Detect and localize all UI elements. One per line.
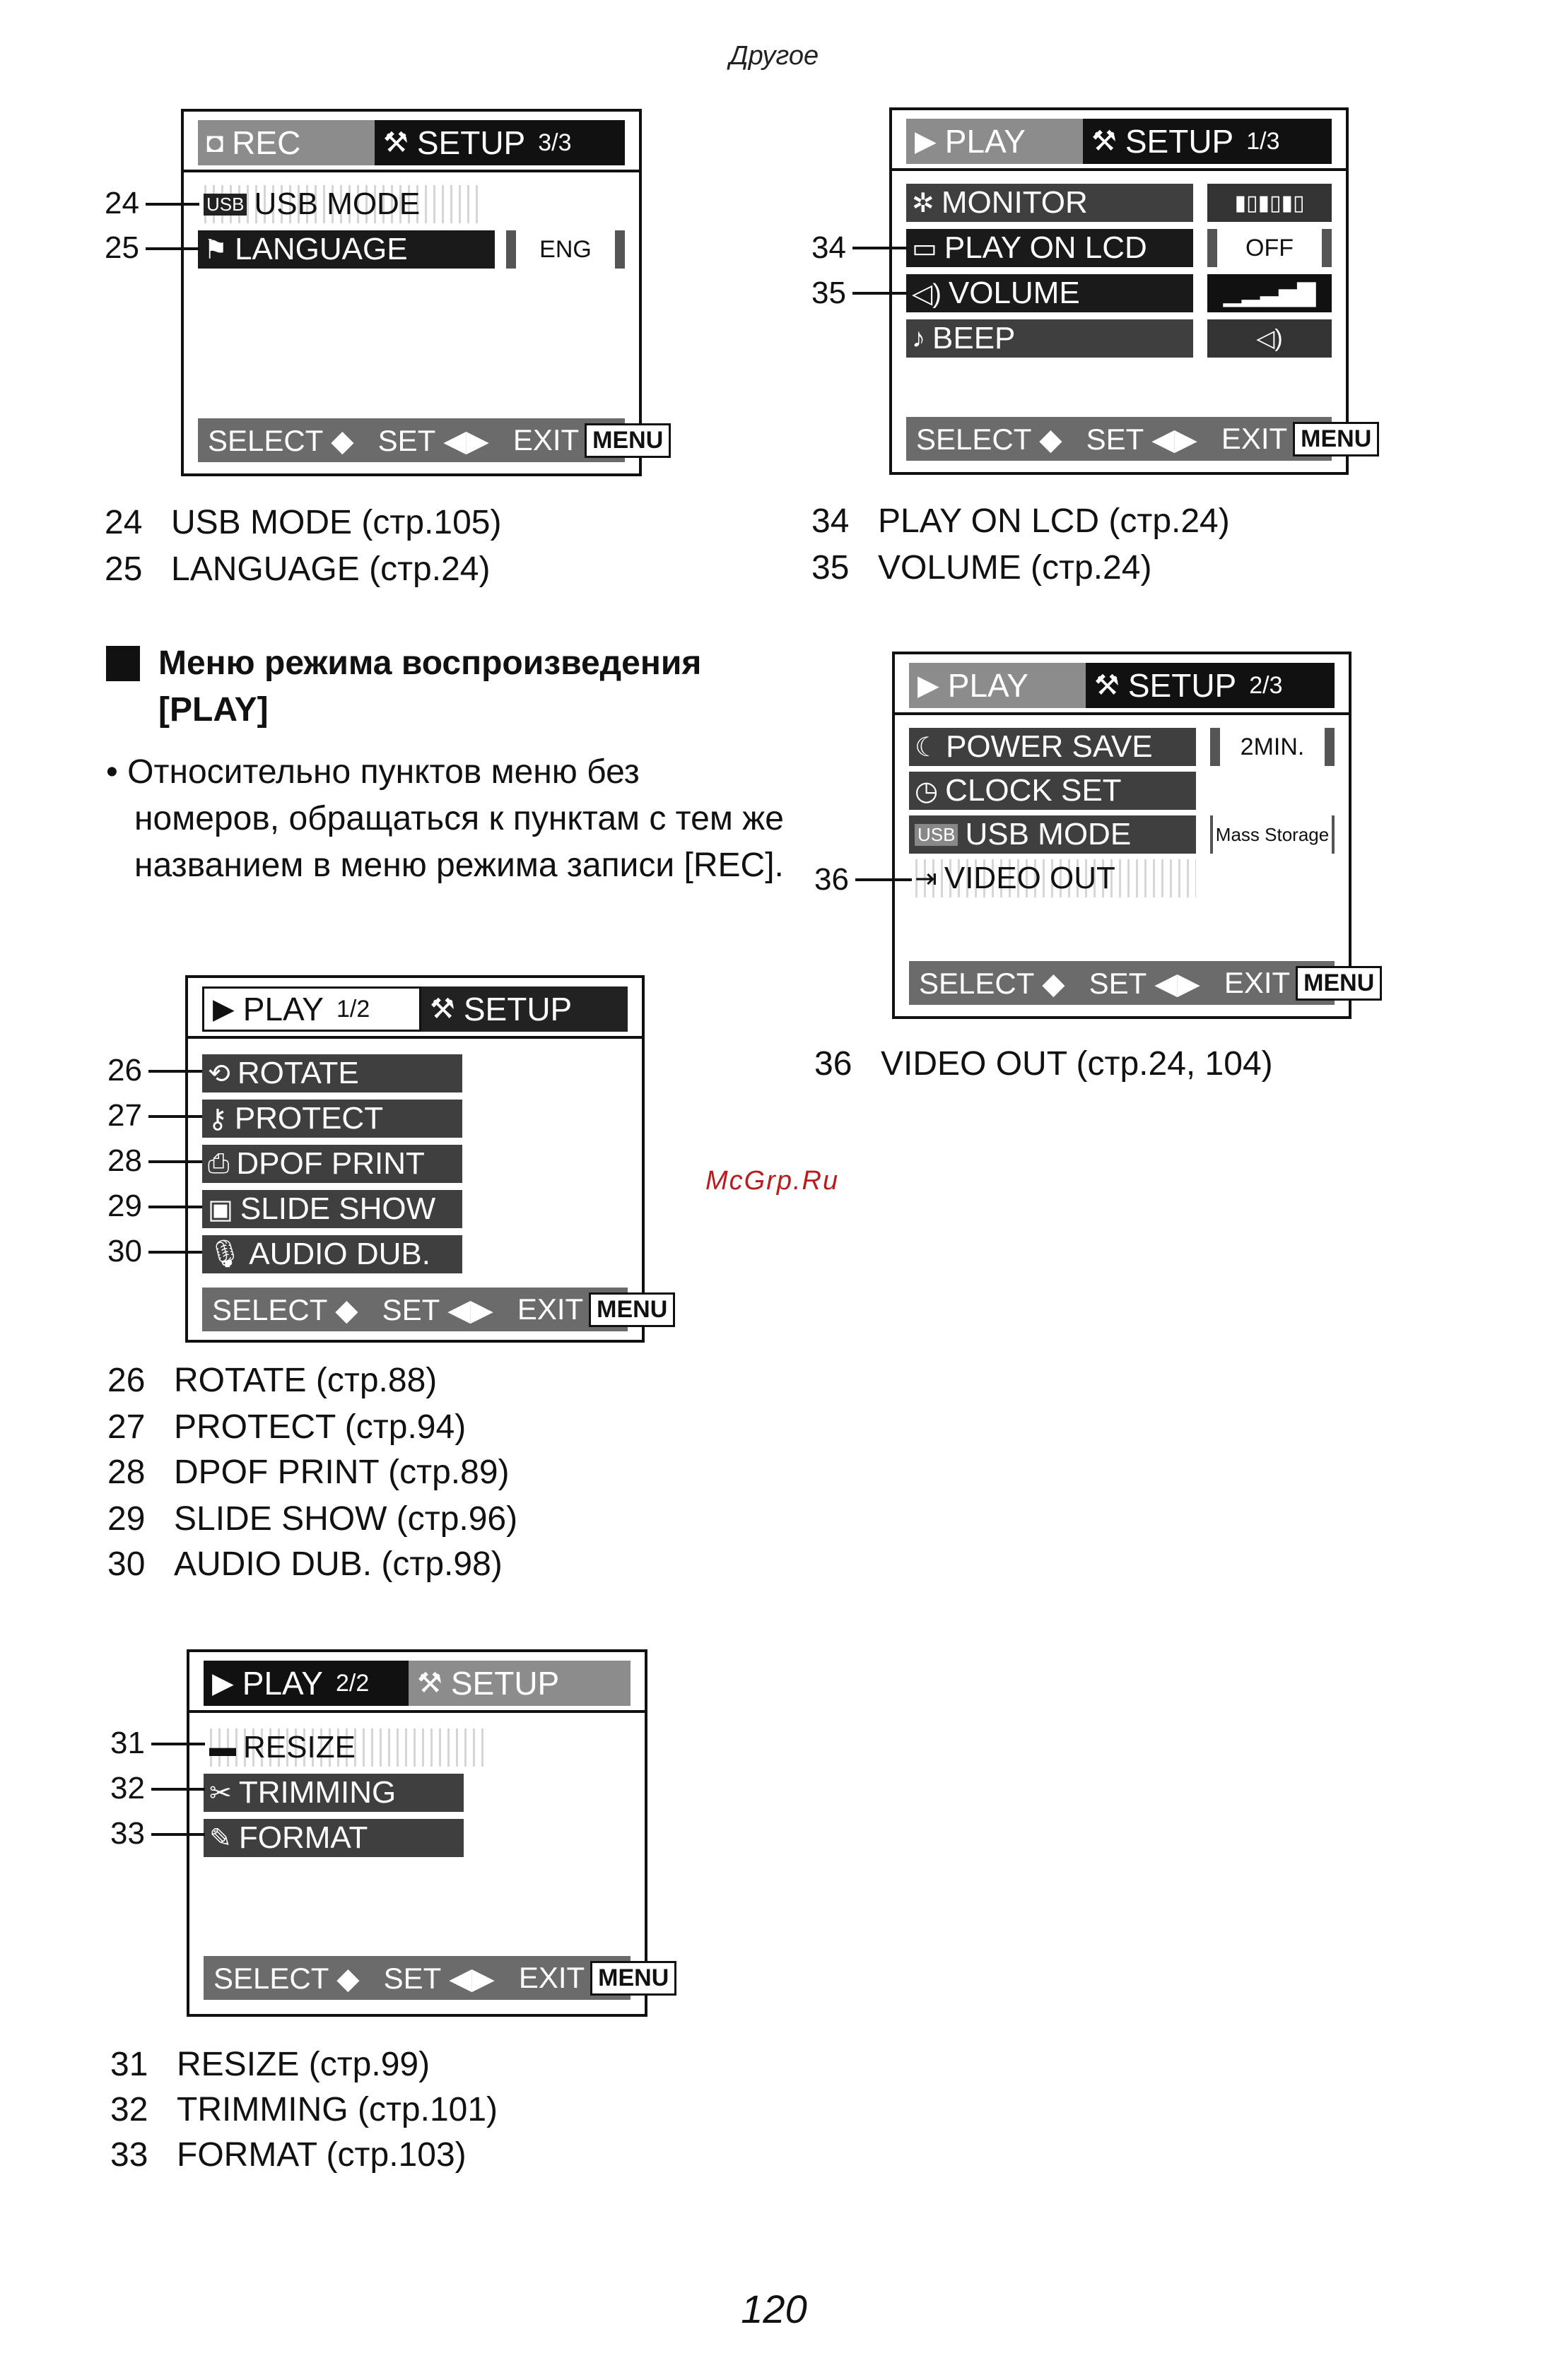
screen-footer: SELECT ◆ SET ◀▶ EXIT MENU [204,1956,631,2000]
tab-play: ▶ PLAY [906,119,1083,164]
caption-29: 29 SLIDE SHOW (стр.96) [107,1500,518,1538]
usb-mode-value: Mass Storage [1210,815,1335,854]
usb-icon: USB [915,824,958,846]
section-note: • Относительно пунктов меню без номеров, обращаться к пунктам с тем же названием в меню режима записи [REC]. [106,753,784,884]
menu-item-clock-set: ◷ CLOCK SET [909,772,1196,810]
callout-number: 31 [110,1726,145,1760]
wrench-icon: ⚒ [1091,126,1117,157]
callout-number: 35 [811,276,846,310]
print-icon: ⎙ [208,1148,230,1179]
tab-divider [189,1710,645,1713]
tab-bar [204,1661,631,1706]
wrench-icon: ⚒ [417,1668,442,1699]
callout-number: 33 [110,1816,145,1851]
menu-item-volume: ◁) VOLUME [906,274,1193,312]
callout-number: 32 [110,1771,145,1805]
screen-play-2 [187,1649,669,2017]
screen-footer: SELECT ◆ SET ◀▶ EXIT MENU [198,418,625,462]
callout-line [148,1206,202,1208]
wrench-icon: ⚒ [430,994,455,1025]
monitor-icon: ✲ [912,188,934,218]
caption-31: 31 RESIZE (стр.99) [110,2046,430,2083]
callout-line [151,1788,205,1791]
monitor-value: ▮▯▮▯▮▯ [1207,184,1332,222]
screen-footer: SELECT ◆ SET ◀▶ EXIT MENU [909,961,1335,1005]
menu-item-format: ✎ FORMAT [204,1819,464,1857]
tab-bar [906,119,1332,164]
screen-footer: SELECT ◆ SET ◀▶ EXIT MENU [906,417,1332,461]
tab-bar [909,663,1335,708]
tab-setup: ⚒ SETUP 3/3 [375,120,625,165]
tab-setup: ⚒ SETUP [409,1661,631,1706]
menu-item-usb-mode: USB USB MODE [909,815,1196,854]
menu-key: MENU [1296,966,1382,1001]
power-save-value: 2MIN. [1210,728,1335,766]
caption-34: 34 PLAY ON LCD (стр.24) [811,502,1230,540]
menu-item-language: ⚑ LANGUAGE [198,230,495,269]
menu-item-power-save: ☾ POWER SAVE [909,728,1196,766]
menu-item-rotate: ⟲ ROTATE [202,1054,462,1092]
volume-value: ▁▂▃▅▇ [1207,274,1332,312]
callout-line [852,292,908,295]
callout-line [151,1833,205,1836]
callout-line [855,878,912,881]
tab-play: ▶ PLAY 2/2 [204,1661,409,1706]
caption-28: 28 DPOF PRINT (стр.89) [107,1454,510,1491]
menu-item-resize: ▬ RESIZE [204,1728,486,1767]
usb-icon: USB [204,194,247,216]
callout-number: 28 [107,1143,142,1178]
menu-item-protect: ⚷ PROTECT [202,1100,462,1138]
slideshow-icon: ▣ [208,1194,233,1225]
play-on-lcd-value: OFF [1207,229,1332,267]
section-title: Меню режима воспроизведения [PLAY] [158,644,702,729]
language-icon: ⚑ [204,235,228,265]
menu-item-monitor: ✲ MONITOR [906,184,1193,222]
tab-setup: ⚒ SETUP 2/3 [1086,663,1335,708]
lcd-icon: ▭ [912,233,937,264]
play-icon: ▶ [213,994,235,1025]
tab-bar [202,986,628,1032]
page-number: 120 [741,2287,807,2331]
tab-play: ▶ PLAY [909,663,1086,708]
page-header: Другое [729,41,819,71]
callout-line [148,1160,202,1163]
tab-play: ▶ PLAY 1/2 [202,986,421,1032]
menu-item-usb-mode: USB USB MODE [198,185,481,223]
callout-line [151,1743,205,1745]
video-out-icon: ⇥ [915,864,937,894]
caption-32: 32 TRIMMING (стр.101) [110,2091,498,2128]
menu-item-slide-show: ▣ SLIDE SHOW [202,1190,462,1228]
callout-number: 30 [107,1234,142,1268]
menu-item-trimming: ✂ TRIMMING [204,1774,464,1812]
wrench-icon: ⚒ [383,127,409,158]
menu-key: MENU [590,1961,676,1996]
callout-number: 29 [107,1189,142,1223]
caption-35: 35 VOLUME (стр.24) [811,549,1152,587]
caption-30: 30 AUDIO DUB. (стр.98) [107,1545,503,1583]
play-icon: ▶ [915,126,937,157]
rotate-icon: ⟲ [208,1059,230,1089]
menu-key: MENU [589,1292,675,1327]
callout-line [146,247,199,250]
volume-icon: ◁) [912,278,942,309]
tab-rec: ◘ REC [198,120,375,165]
callout-number: 36 [814,862,849,897]
caption-26: 26 ROTATE (стр.88) [107,1362,438,1399]
tab-divider [188,1036,642,1039]
beep-icon: ♪ [912,323,925,353]
tab-divider [892,168,1346,171]
key-icon: ⚷ [208,1104,228,1134]
watermark: McGrp.Ru [705,1166,840,1196]
tab-divider [184,170,639,172]
tab-divider [895,712,1349,715]
callout-line [148,1070,202,1073]
screen-footer: SELECT ◆ SET ◀▶ EXIT MENU [202,1288,628,1331]
menu-item-beep: ♪ BEEP [906,319,1193,358]
callout-line [852,247,908,249]
microphone-icon: 🎙 [208,1239,242,1269]
caption-36: 36 VIDEO OUT (стр.24, 104) [814,1045,1273,1083]
screen-play-1 [185,975,668,1343]
camera-icon: ◘ [206,126,224,158]
screen-play-setup-2 [892,652,1375,1019]
tab-setup: ⚒ SETUP [421,986,628,1032]
callout-number: 27 [107,1098,142,1133]
caption-24: 24 USB MODE (стр.105) [105,504,502,541]
callout-line [148,1115,202,1118]
caption-33: 33 FORMAT (стр.103) [110,2136,467,2174]
menu-item-audio-dub: 🎙 AUDIO DUB. [202,1235,462,1273]
format-icon: ✎ [209,1823,232,1854]
caption-25: 25 LANGUAGE (стр.24) [105,550,491,588]
tab-setup: ⚒ SETUP 1/3 [1083,119,1332,164]
callout-number: 24 [105,186,139,220]
screen-play-setup-1 [889,107,1372,475]
callout-number: 25 [105,230,139,265]
menu-item-dpof-print: ⎙ DPOF PRINT [202,1145,462,1183]
callout-number: 34 [811,230,846,265]
callout-line [148,1251,202,1254]
beep-value: ◁) [1207,319,1332,358]
clock-icon: ◷ [915,776,939,806]
tab-bar [198,120,625,165]
caption-27: 27 PROTECT (стр.94) [107,1408,467,1446]
play-icon: ▶ [212,1668,234,1699]
callout-number: 26 [107,1053,142,1088]
menu-item-play-on-lcd: ▭ PLAY ON LCD [906,229,1193,267]
power-save-icon: ☾ [915,732,939,762]
screen-rec-setup [181,109,664,476]
menu-item-video-out: ⇥ VIDEO OUT [909,859,1196,897]
menu-key: MENU [585,423,671,458]
scissors-icon: ✂ [209,1778,232,1808]
language-value: ENG [506,230,625,269]
section-marker [106,646,140,681]
menu-key: MENU [1293,422,1379,456]
resize-icon: ▬ [209,1732,236,1762]
wrench-icon: ⚒ [1094,670,1120,701]
callout-line [146,203,199,206]
play-icon: ▶ [917,670,939,701]
